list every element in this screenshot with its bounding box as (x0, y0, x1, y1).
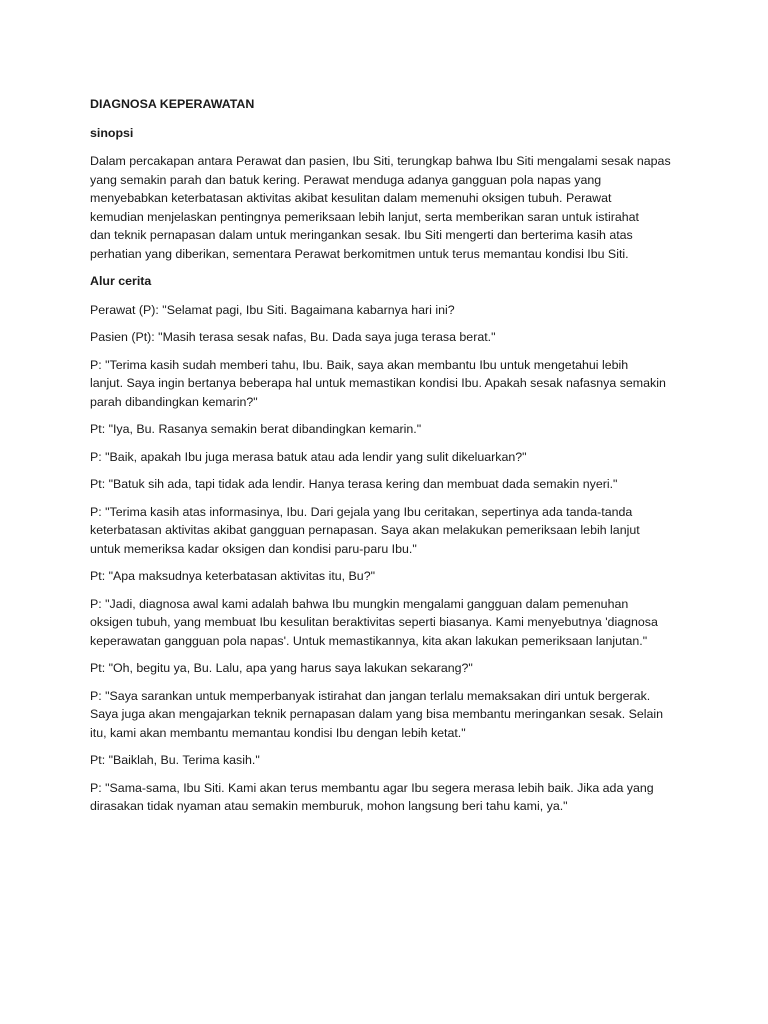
dialogue-line: P: "Terima kasih atas informasinya, Ibu. Dari gejala yang Ibu ceritakan, sepertinya ada tanda-tanda (90, 504, 633, 519)
dialogue-line: Pt: "Iya, Bu. Rasanya semakin berat dibandingkan kemarin." (90, 422, 422, 436)
dialogue-line: parah dibandingkan kemarin?" (90, 394, 258, 409)
dialogue-line: lanjut. Saya ingin bertanya beberapa hal untuk memastikan kondisi Ibu. Apakah sesak nafasnya semakin (90, 376, 666, 390)
dialogue-line: oksigen tubuh, yang membuat Ibu kesulitan beraktivitas seperti biasanya. Kami menyebutnya 'diagnosa (90, 615, 658, 629)
dialogue-line: P: "Baik, apakah Ibu juga merasa batuk atau ada lendir yang sulit dikeluarkan?" (90, 449, 527, 464)
dialogue-paragraph (90, 687, 680, 743)
dialogue-line: untuk memeriksa kadar oksigen dan kondisi paru-paru Ibu." (90, 541, 417, 556)
dialogue-paragraph (90, 448, 680, 467)
dialogue-line: itu, kami akan membantu memantau kondisi Ibu dengan lebih ketat." (90, 725, 466, 740)
dialogue-line: keterbatasan aktivitas akibat gangguan pernapasan. Saya akan melakukan pemeriksaan lebih lanjut (90, 523, 640, 537)
synopsis-line: yang semakin parah dan batuk kering. Perawat menduga adanya gangguan pola napas yang (90, 172, 602, 187)
dialogue-section (90, 301, 680, 816)
dialogue-line: Saya juga akan mengajarkan teknik pernapasan dalam yang bisa membantu meringankan sesak. Selain (90, 707, 664, 721)
dialogue-line: Pt: "Apa maksudnya keterbatasan aktivitas itu, Bu?" (90, 569, 375, 583)
synopsis-line: Dalam percakapan antara Perawat dan pasien, Ibu Siti, terungkap bahwa Ibu Siti mengalami sesak napas (90, 154, 671, 168)
synopsis-line: perhatian yang diberikan, sementara Perawat berkomitmen untuk terus memantau kondisi Ibu Siti. (90, 246, 629, 261)
dialogue-line: keperawatan gangguan pola napas'. Untuk memastikannya, kita akan lakukan pemeriksaan lanjutan." (90, 633, 648, 648)
dialogue-paragraph (90, 659, 680, 678)
dialogue-paragraph (90, 475, 680, 494)
dialogue-line: P: "Saya sarankan untuk memperbanyak istirahat dan jangan terlalu memaksakan diri untuk bergerak. (90, 688, 651, 703)
dialogue-line: Perawat (P): "Selamat pagi, Ibu Siti. Bagaimana kabarnya hari ini? (90, 302, 455, 317)
dialogue-line: P: "Sama-sama, Ibu Siti. Kami akan terus membantu agar Ibu segera merasa lebih baik. Jika ada yang (90, 780, 654, 795)
dialogue-line: P: "Jadi, diagnosa awal kami adalah bahwa Ibu mungkin mengalami gangguan dalam pemenuhan (90, 596, 629, 611)
dialogue-paragraph (90, 779, 680, 816)
synopsis-heading: sinopsi (90, 125, 134, 140)
document-title: DIAGNOSA KEPERAWATAN (90, 97, 255, 111)
dialogue-line: Pt: "Baiklah, Bu. Terima kasih." (90, 753, 260, 767)
dialogue-paragraph (90, 751, 680, 770)
synopsis-line: dan teknik pernapasan dalam untuk meringankan sesak. Ibu Siti mengerti dan berterima kasih atas (90, 228, 633, 242)
dialogue-paragraph (90, 503, 680, 559)
dialogue-line: dirasakan tidak nyaman atau semakin memburuk, mohon langsung beri tahu kami, ya." (90, 799, 568, 813)
synopsis-line: kemudian menjelaskan pentingnya pemeriksaan lebih lanjut, serta memberikan saran untuk istirahat (90, 209, 639, 224)
dialogue-paragraph (90, 567, 680, 586)
dialogue-paragraph (90, 420, 680, 439)
dialogue-paragraph (90, 301, 680, 320)
dialogue-line: Pt: "Batuk sih ada, tapi tidak ada lendir. Hanya terasa kering dan membuat dada semakin nyeri." (90, 477, 618, 491)
dialogue-paragraph (90, 595, 680, 651)
dialogue-line: Pasien (Pt): "Masih terasa sesak nafas, Bu. Dada saya juga terasa berat." (90, 330, 496, 344)
synopsis-paragraph (90, 152, 680, 263)
dialogue-line: P: "Terima kasih sudah memberi tahu, Ibu. Baik, saya akan membantu Ibu untuk mengetahui lebih (90, 357, 629, 372)
dialogue-line: Pt: "Oh, begitu ya, Bu. Lalu, apa yang harus saya lakukan sekarang?" (90, 661, 473, 675)
dialogue-paragraph (90, 356, 680, 412)
dialogue-paragraph (90, 328, 680, 347)
document-page (90, 95, 680, 825)
synopsis-line: menyebabkan keterbatasan aktivitas akibat kesulitan dalam memenuhi oksigen tubuh. Perawat (90, 191, 612, 205)
story-heading: Alur cerita (90, 274, 152, 288)
